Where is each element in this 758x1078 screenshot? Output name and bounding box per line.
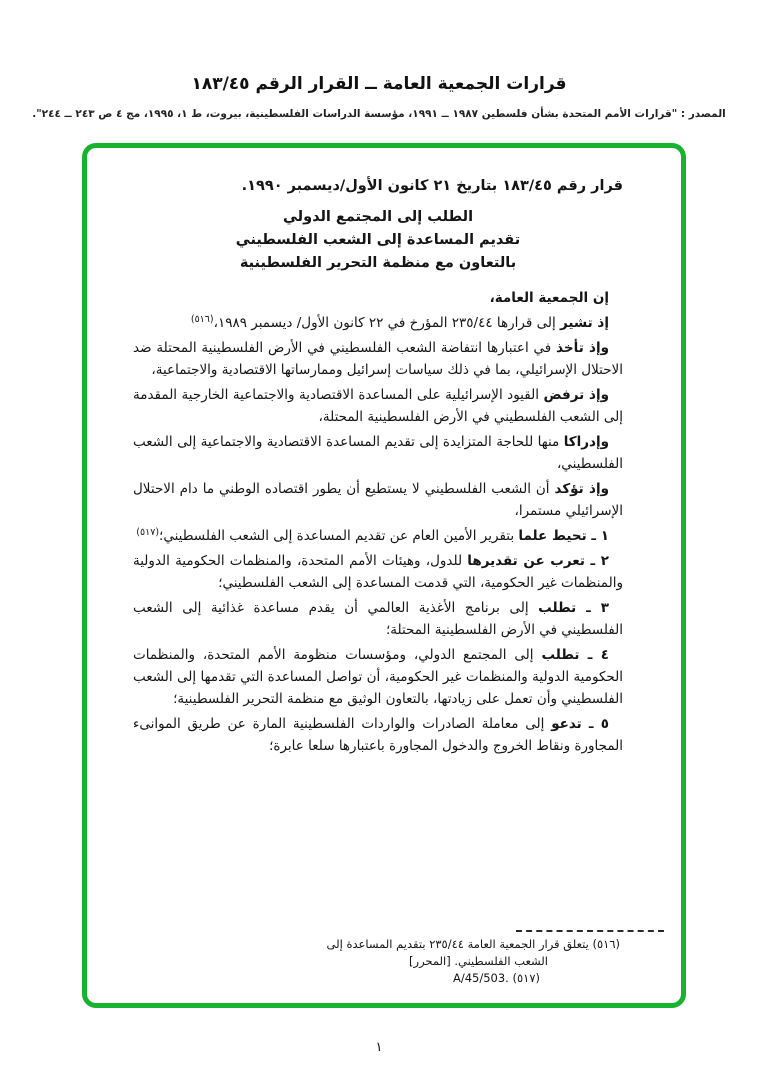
resolution-content: [133, 178, 623, 1003]
page-number: ١: [375, 1040, 383, 1055]
resolution-subtitle: [133, 206, 623, 275]
footnote-ref: (٥١٧): [136, 527, 160, 538]
footnote-marker: (٥١٧): [512, 971, 540, 985]
resolution-body: [133, 287, 623, 757]
footnotes: [298, 930, 620, 987]
subtitle-line: بالتعاون مع منظمة التحرير الفلسطينية: [239, 255, 517, 271]
footnote-517: [298, 970, 620, 987]
footnote-separator: [516, 930, 664, 932]
paragraph: ٤ ـ تطلب إلى المجتمع الدولي، ومؤسسات منظومة الأمم المتحدة، والمنظمات الحكومية الدولية والمنظمات غير الحكومية، أن تواصل المساعدة التي تقدمها إلى الشعب الفلسطيني وأن تعمل على زيادتها، بالتعاون الوثيق مع منظمة التحرير الفلسطينية؛: [133, 647, 623, 707]
resolution-heading: قرار رقم ١٨٣/٤٥ بتاريخ ٢١ كانون الأول/ديسمبر ١٩٩٠.: [241, 178, 623, 194]
subtitle-line: تقديم المساعدة إلى الشعب الفلسطيني: [235, 232, 521, 248]
resolution-frame: [82, 143, 686, 1008]
paragraph: وإذ ترفض القيود الإسرائيلية على المساعدة الاقتصادية والاجتماعية الخارجية المقدمة إلى الشعب الفلسطيني في الأرض الفلسطينية المحتلة،: [133, 387, 623, 425]
document-symbol: A/45/503.: [452, 971, 509, 985]
paragraph: ٣ ـ تطلب إلى برنامج الأغذية العالمي أن يقدم مساعدة غذائية إلى الشعب الفلسطيني في الأرض الفلسطينية المحتلة؛: [133, 600, 623, 638]
footnote-516: (٥١٦) يتعلق قرار الجمعية العامة ٢٣٥/٤٤ بتقديم المساعدة إلى الشعب الفلسطيني. [المحرر]: [326, 937, 620, 968]
paragraph: إذ تشير إلى قرارها ٢٣٥/٤٤ المؤرخ في ٢٢ كانون الأول/ ديسمبر ١٩٨٩،$^{(٥١٦)}$: [190, 314, 609, 331]
source-line: المصدر : "قرارات الأمم المتحدة بشأن فلسطين ١٩٨٧ ــ ١٩٩١، مؤسسة الدراسات الفلسطينية، بيروت، ط ١، ١٩٩٥، مج ٤ ص ٢٤٣ ــ ٢٤٤".: [32, 108, 726, 120]
paragraph: وإدراكا منها للحاجة المتزايدة إلى تقديم المساعدة الاقتصادية والاجتماعية إلى الشعب الفلسطيني،: [133, 434, 623, 472]
footnote-ref: (٥١٦): [190, 314, 214, 325]
paragraph: وإذ تؤكد أن الشعب الفلسطيني لا يستطيع أن يطور اقتصاده الوطني ما دام الاحتلال الإسرائيلي مستمرا،: [133, 481, 623, 519]
subtitle-line: الطلب إلى المجتمع الدولي: [282, 209, 474, 225]
page-title: قرارات الجمعية العامة ــ القرار الرقم ١٨٣/٤٥: [191, 74, 567, 94]
paragraph: ٢ ـ تعرب عن تقديرها للدول، وهيئات الأمم المتحدة، والمنظمات الحكومية الدولية والمنظمات غير الحكومية، التي قدمت المساعدة إلى الشعب الفلسطيني؛: [133, 553, 623, 591]
paragraph: إن الجمعية العامة،: [489, 290, 609, 306]
paragraph: ١ ـ تحيط علما بتقرير الأمين العام عن تقديم المساعدة إلى الشعب الفلسطيني؛$^{(٥١٧)}$: [136, 527, 609, 544]
paragraph: وإذ تأخذ في اعتبارها انتفاضة الشعب الفلسطيني في الأرض الفلسطينية المحتلة ضد الاحتلال الإسرائيلي، بما في ذلك سياسات إسرائيل وممارساتها الاقتصادية والاجتماعية،: [133, 340, 623, 378]
paragraph: ٥ ـ تدعو إلى معاملة الصادرات والواردات الفلسطينية المارة عن طريق الموانىء المجاورة ونقاط الخروج والدخول المجاورة باعتبارها سلعا عابرة؛: [133, 716, 623, 754]
